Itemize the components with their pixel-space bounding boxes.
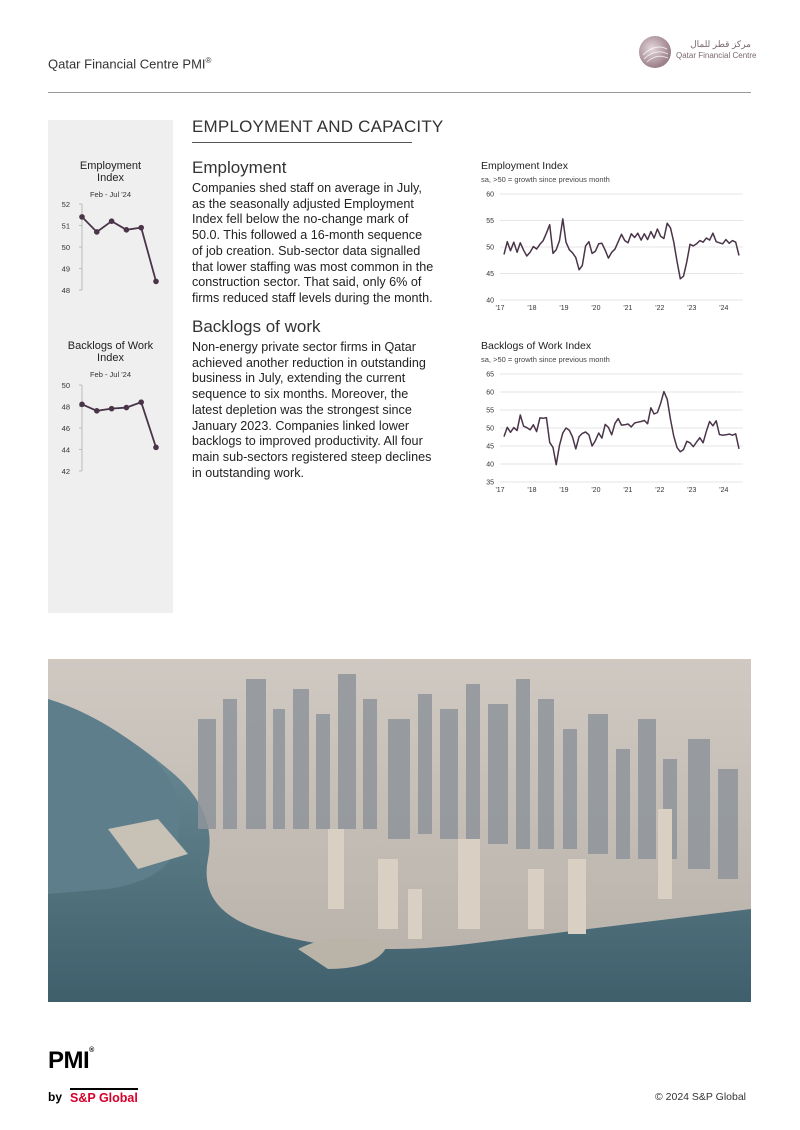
x-tick-label: '20 <box>591 487 601 494</box>
section-title-underline <box>192 142 412 143</box>
text-line: backlogs to improved productivity. All four <box>192 434 423 449</box>
text-line: of job creation. Sub-sector data signalled <box>192 243 421 258</box>
text-line: business in July, extending the current <box>192 371 406 386</box>
sp-global-logo: S&P Global <box>70 1088 138 1105</box>
y-tick-label: 35 <box>486 479 494 487</box>
sidebar-backlogs-period: Feb - Jul '24 <box>89 370 132 379</box>
sidebar-employment-period: Feb - Jul '24 <box>89 190 132 199</box>
data-point <box>138 225 144 231</box>
copyright: © 2024 S&P Global <box>655 1091 747 1103</box>
y-tick-label: 55 <box>486 407 494 415</box>
y-tick-label: 48 <box>61 402 70 412</box>
y-tick-label: 42 <box>61 467 70 476</box>
data-point <box>109 218 115 224</box>
employment-paragraph <box>192 181 446 307</box>
x-tick-label: '19 <box>559 305 569 312</box>
sidebar-backlogs-chart <box>48 376 173 486</box>
y-tick-label: 50 <box>486 244 494 252</box>
sidebar-employment-title: Employment Index <box>79 160 142 184</box>
employment-heading: Employment <box>192 158 287 177</box>
data-point <box>124 405 130 411</box>
employment-chart-title: Employment Index <box>481 160 568 172</box>
employment-index-chart <box>478 186 748 316</box>
y-tick-label: 50 <box>61 381 70 390</box>
x-tick-label: '24 <box>719 487 729 494</box>
series-line <box>82 217 156 282</box>
backlogs-chart-title: Backlogs of Work Index <box>481 340 592 352</box>
backlogs-chart-subtitle: sa, >50 = growth since previous month <box>481 355 610 364</box>
registered-mark: ® <box>205 56 212 65</box>
text-line: firms reduced staff levels during the month. <box>192 290 433 305</box>
data-point <box>94 408 100 414</box>
y-tick-label: 60 <box>486 191 494 199</box>
data-point <box>153 279 159 285</box>
y-tick-label: 50 <box>61 243 70 252</box>
y-tick-label: 50 <box>486 425 494 433</box>
y-tick-label: 52 <box>61 200 70 209</box>
sidebar-backlogs-title: Backlogs of Work Index <box>67 340 154 364</box>
text-line: sequence to six months. Moreover, the <box>192 387 409 402</box>
x-tick-label: '22 <box>655 305 665 312</box>
y-tick-label: 45 <box>486 271 494 278</box>
logo-english: Qatar Financial Centre <box>676 51 757 60</box>
y-tick-label: 48 <box>61 286 70 295</box>
y-tick-label: 51 <box>61 221 70 231</box>
text-line: latest depletion was the strongest since <box>192 402 412 417</box>
x-tick-label: '24 <box>719 305 729 312</box>
header-divider <box>48 92 751 93</box>
doha-skyline-photo <box>48 659 751 1002</box>
sidebar-employment-chart <box>48 195 173 305</box>
x-tick-label: '18 <box>527 305 537 312</box>
backlogs-heading: Backlogs of work <box>192 317 321 336</box>
text-line: construction sector. That said, only 6% of <box>192 275 422 290</box>
data-point <box>153 445 159 451</box>
x-tick-label: '20 <box>591 305 601 312</box>
employment-chart-subtitle: sa, >50 = growth since previous month <box>481 175 610 184</box>
x-tick-label: '19 <box>559 487 569 494</box>
text-line: achieved another reduction in outstanding <box>192 355 426 370</box>
x-tick-label: '21 <box>623 487 633 494</box>
y-tick-label: 65 <box>486 371 494 379</box>
data-point <box>79 214 85 220</box>
series-line <box>504 219 739 279</box>
qfc-logo <box>638 33 757 73</box>
text-line: main sub-sectors registered steep declines <box>192 449 432 464</box>
backlogs-index-chart <box>478 366 748 498</box>
y-tick-label: 44 <box>61 445 70 455</box>
data-point <box>94 229 100 235</box>
x-tick-label: '17 <box>495 305 505 312</box>
data-point <box>138 399 144 405</box>
text-line: January 2023. Companies linked lower <box>192 418 410 433</box>
y-tick-label: 46 <box>61 424 70 433</box>
y-tick-label: 40 <box>486 461 494 469</box>
by-label: by <box>48 1090 63 1104</box>
text-line: as the seasonally adjusted Employment <box>192 196 414 211</box>
text-line: Index fell below the no-change mark of <box>192 212 409 227</box>
backlogs-paragraph <box>192 340 446 481</box>
x-tick-label: '17 <box>495 487 505 494</box>
text-line: 50.0. This followed a 16-month sequence <box>192 228 423 243</box>
x-tick-label: '22 <box>655 487 665 494</box>
data-point <box>109 406 115 412</box>
x-tick-label: '23 <box>687 305 697 312</box>
y-tick-label: 60 <box>486 389 494 397</box>
text-line: in outstanding work. <box>192 465 305 480</box>
series-line <box>82 402 156 447</box>
sidebar-panel <box>48 120 173 613</box>
text-line: that lower staffing was most common in the <box>192 259 434 274</box>
x-tick-label: '18 <box>527 487 537 494</box>
logo-arabic: مركز قطر للمال <box>690 39 751 49</box>
y-tick-label: 45 <box>486 443 494 451</box>
header-title: Qatar Financial Centre PMI® <box>48 56 212 72</box>
text-line: Non-energy private sector firms in Qatar <box>192 340 416 354</box>
y-tick-label: 55 <box>486 218 494 225</box>
y-tick-label: 49 <box>61 264 70 274</box>
text-line: Companies shed staff on average in July, <box>192 181 422 195</box>
pmi-logo: PMI® <box>48 1047 94 1074</box>
section-title: EMPLOYMENT AND CAPACITY <box>192 117 444 136</box>
data-point <box>79 402 85 408</box>
x-tick-label: '23 <box>687 487 697 494</box>
qfc-emblem-icon <box>638 35 672 69</box>
data-point <box>124 227 130 233</box>
y-tick-label: 40 <box>486 297 494 305</box>
x-tick-label: '21 <box>623 305 633 312</box>
